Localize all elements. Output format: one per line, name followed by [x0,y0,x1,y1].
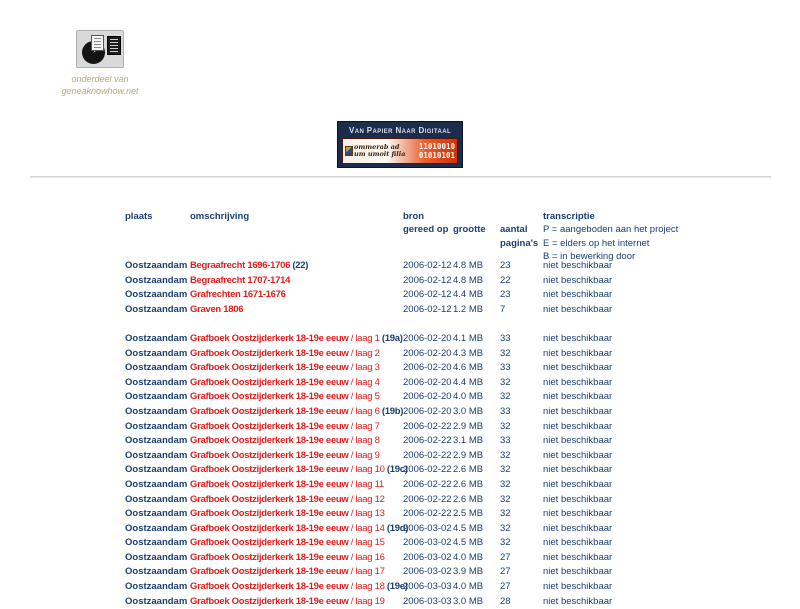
header-aantal: aantal [500,224,528,236]
cell-plaats: Oostzaandam [125,581,188,593]
records-table-body [125,259,713,609]
van-papier-naar-digitaal-banner [337,121,463,168]
cell-bron-gereed-op: 2006-02-12 [403,260,452,271]
manuscript-line2: um umoit filia [354,150,406,158]
cell-plaats: Oostzaandam [125,493,188,505]
cell-plaats: Oostzaandam [125,508,188,520]
cell-plaats: Oostzaandam [125,260,188,271]
cell-omschrijving [190,551,403,566]
cell-plaats: Oostzaandam [125,522,188,534]
manuscript-fragment [345,144,405,158]
cell-aantal-paginas: 28 [500,595,511,607]
cell-grootte: 3.0 MB [453,595,484,607]
record-link[interactable]: Grafboek Oostzijderkerk 18-19e eeuw [190,581,349,593]
cell-grootte: 4.8 MB [453,260,484,271]
cell-omschrijving [190,420,403,435]
cell-aantal-paginas: 32 [500,493,511,505]
cell-grootte: 2.6 MB [453,464,484,476]
record-tag: (22) [290,260,309,271]
table-row [125,361,713,376]
legend-e: E = elders op het internet [543,237,650,249]
cell-plaats: Oostzaandam [125,420,188,432]
cell-omschrijving [190,536,403,551]
cell-grootte: 4.0 MB [453,551,484,563]
records-table-header [125,210,713,264]
cell-bron-gereed-op: 2006-02-22 [403,493,452,505]
cell-omschrijving [190,274,403,289]
header-paginas: pagina's [500,237,539,249]
geneaknowhow-logo[interactable] [76,30,124,68]
cell-grootte: 1.2 MB [453,303,484,315]
cell-grootte: 4.4 MB [453,376,484,388]
cell-plaats: Oostzaandam [125,405,188,417]
table-row [125,507,713,522]
record-link[interactable]: Grafrechten 1671-1676 [190,289,286,301]
table-row [125,463,713,478]
cell-transcriptie: niet beschikbaar [543,376,613,388]
record-link[interactable]: Grafboek Oostzijderkerk 18-19e eeuw [190,405,349,417]
record-link[interactable]: Grafboek Oostzijderkerk 18-19e eeuw [190,508,349,520]
cell-plaats: Oostzaandam [125,347,188,359]
record-link[interactable]: Begraafrecht 1696-1706 [190,260,291,271]
cell-grootte: 4.3 MB [453,347,484,359]
record-link[interactable]: Grafboek Oostzijderkerk 18-19e eeuw [190,522,349,534]
cell-bron-gereed-op: 2006-03-03 [403,595,452,607]
record-link[interactable]: Begraafrecht 1707-1714 [190,274,291,286]
record-link-sub[interactable]: / laag 16 [348,551,385,563]
cell-transcriptie: niet beschikbaar [543,347,613,359]
table-row [125,551,713,566]
cell-bron-gereed-op: 2006-02-12 [403,274,452,286]
cell-bron-gereed-op: 2006-03-03 [403,581,452,593]
cell-transcriptie: niet beschikbaar [543,405,613,417]
cell-plaats: Oostzaandam [125,464,188,476]
cell-plaats: Oostzaandam [125,376,188,388]
cell-omschrijving [190,580,408,595]
cell-omschrijving [190,332,403,347]
cell-bron-gereed-op: 2006-02-22 [403,435,452,447]
cell-plaats: Oostzaandam [125,595,188,607]
site-branding [35,30,165,97]
cell-omschrijving [190,361,403,376]
table-spacer-row [125,317,713,332]
cell-transcriptie: niet beschikbaar [543,303,613,315]
cell-aantal-paginas: 27 [500,566,511,578]
record-link-sub[interactable]: / laag 4 [348,376,380,388]
record-link[interactable]: Grafboek Oostzijderkerk 18-19e eeuw [190,376,349,388]
cell-aantal-paginas: 27 [500,581,511,593]
cell-transcriptie: niet beschikbaar [543,420,613,432]
table-row [125,565,713,580]
table-row [125,478,713,493]
table-row [125,580,713,595]
record-link-sub[interactable]: / laag 12 [348,493,385,505]
record-link-sub[interactable]: / laag 14 [348,522,385,534]
cell-plaats: Oostzaandam [125,537,188,549]
record-link[interactable]: Grafboek Oostzijderkerk 18-19e eeuw [190,464,349,476]
cell-bron-gereed-op: 2006-02-20 [403,332,452,344]
cell-plaats: Oostzaandam [125,449,188,461]
cell-aantal-paginas: 23 [500,289,511,301]
cell-bron-gereed-op: 2006-02-20 [403,376,452,388]
table-row [125,288,713,303]
cell-aantal-paginas: 32 [500,478,511,490]
cell-plaats: Oostzaandam [125,332,188,344]
logo-caption-line1: onderdeel van [71,74,129,84]
cell-bron-gereed-op: 2006-02-12 [403,303,452,315]
table-row [125,405,713,420]
record-link[interactable]: Grafboek Oostzijderkerk 18-19e eeuw [190,420,349,432]
header-grootte: grootte [453,224,486,236]
cell-aantal-paginas: 32 [500,420,511,432]
cell-omschrijving [190,405,403,420]
cell-bron-gereed-op: 2006-03-02 [403,566,452,578]
cell-aantal-paginas: 7 [500,303,506,315]
cell-grootte: 4.8 MB [453,274,484,286]
record-link-sub[interactable]: / laag 8 [348,435,380,447]
table-row [125,522,713,537]
header-bron: bron [403,211,425,222]
cell-plaats: Oostzaandam [125,566,188,578]
cell-aantal-paginas: 32 [500,522,511,534]
cell-transcriptie: niet beschikbaar [543,522,613,534]
cell-aantal-paginas: 32 [500,449,511,461]
binary-line1: 11010010 [418,142,455,151]
cell-bron-gereed-op: 2006-02-20 [403,405,452,417]
cell-bron-gereed-op: 2006-02-22 [403,449,452,461]
cell-bron-gereed-op: 2006-02-20 [403,391,452,403]
cell-aantal-paginas: 32 [500,376,511,388]
record-link[interactable]: Graven 1806 [190,303,244,315]
record-tag: (19e) [384,581,408,593]
record-link[interactable]: Grafboek Oostzijderkerk 18-19e eeuw [190,391,349,403]
cell-transcriptie: niet beschikbaar [543,435,613,447]
cell-omschrijving [190,434,403,449]
table-row [125,274,713,289]
table-row [125,536,713,551]
header-plaats: plaats [125,211,153,222]
cell-bron-gereed-op: 2006-02-22 [403,478,452,490]
horizontal-divider [30,176,771,178]
cell-transcriptie: niet beschikbaar [543,551,613,563]
dark-document-icon [107,36,121,55]
cell-omschrijving [190,390,403,405]
cell-omschrijving [190,595,403,609]
record-link[interactable]: Grafboek Oostzijderkerk 18-19e eeuw [190,537,349,549]
cell-transcriptie: niet beschikbaar [543,391,613,403]
cell-plaats: Oostzaandam [125,289,188,301]
cell-plaats: Oostzaandam [125,478,188,490]
banner-paper-to-digital-strip [342,138,458,164]
record-link-sub[interactable]: / laag 2 [348,347,380,359]
record-link-sub[interactable]: / laag 6 [348,405,380,417]
cell-aantal-paginas: 32 [500,537,511,549]
cell-bron-gereed-op: 2006-02-22 [403,420,452,432]
cell-transcriptie: niet beschikbaar [543,537,613,549]
manuscript-text [354,144,405,158]
cell-omschrijving [190,347,403,362]
record-link-sub[interactable]: / laag 7 [348,420,380,432]
cell-transcriptie: niet beschikbaar [543,493,613,505]
document-icon [91,35,104,51]
cell-bron-gereed-op: 2006-03-02 [403,551,452,563]
cell-grootte: 4.0 MB [453,391,484,403]
cell-grootte: 2.9 MB [453,449,484,461]
record-link-sub[interactable]: / laag 18 [348,581,385,593]
table-row [125,332,713,347]
cell-grootte: 4.6 MB [453,362,484,374]
cell-bron-gereed-op: 2006-02-22 [403,508,452,520]
table-row [125,259,713,274]
header-transcriptie: transcriptie [543,211,595,222]
cell-bron-gereed-op: 2006-03-02 [403,522,452,534]
cell-grootte: 4.4 MB [453,289,484,301]
cell-grootte: 2.6 MB [453,493,484,505]
binary-digits [419,142,455,160]
cell-transcriptie: niet beschikbaar [543,362,613,374]
cell-omschrijving [190,259,403,274]
record-link[interactable]: Grafboek Oostzijderkerk 18-19e eeuw [190,332,349,344]
table-row [125,303,713,318]
cell-aantal-paginas: 33 [500,435,511,447]
illuminated-initial-icon [345,146,353,156]
cell-aantal-paginas: 32 [500,464,511,476]
manuscript-line1: ommerab ad [354,143,400,151]
record-link[interactable]: Grafboek Oostzijderkerk 18-19e eeuw [190,551,349,563]
record-tag: (19b) [379,405,404,417]
cell-bron-gereed-op: 2006-02-22 [403,464,452,476]
table-row [125,390,713,405]
record-link-sub[interactable]: / laag 10 [348,464,385,476]
record-link[interactable]: Grafboek Oostzijderkerk 18-19e eeuw [190,435,349,447]
cell-omschrijving [190,288,403,303]
table-row [125,376,713,391]
record-link-sub[interactable]: / laag 11 [348,478,384,490]
record-link-sub[interactable]: / laag 13 [348,508,385,520]
record-link-sub[interactable]: / laag 9 [348,449,380,461]
table-row [125,449,713,464]
cell-grootte: 4.1 MB [453,332,484,344]
cell-aantal-paginas: 32 [500,508,511,520]
record-link[interactable]: Grafboek Oostzijderkerk 18-19e eeuw [190,347,349,359]
cell-plaats: Oostzaandam [125,551,188,563]
table-row [125,347,713,362]
cell-grootte: 4.5 MB [453,537,484,549]
cell-plaats: Oostzaandam [125,274,188,286]
cell-transcriptie: niet beschikbaar [543,581,613,593]
record-link[interactable]: Grafboek Oostzijderkerk 18-19e eeuw [190,449,349,461]
record-link-sub[interactable]: / laag 17 [348,566,385,578]
logo-caption-line2[interactable]: geneaknowhow.net [61,86,139,96]
banner-title: Van Papier Naar Digitaal [348,126,452,135]
cell-aantal-paginas: 22 [500,274,511,286]
cell-omschrijving [190,449,403,464]
cell-omschrijving [190,376,403,391]
cell-aantal-paginas: 33 [500,332,511,344]
legend-p: P = aangeboden aan het project [543,224,679,236]
logo-caption [35,73,165,97]
cell-grootte: 2.6 MB [453,478,484,490]
cell-aantal-paginas: 23 [500,260,511,271]
cell-aantal-paginas: 32 [500,347,511,359]
cell-transcriptie: niet beschikbaar [543,508,613,520]
record-link[interactable]: Grafboek Oostzijderkerk 18-19e eeuw [190,566,349,578]
cell-grootte: 4.5 MB [453,522,484,534]
cell-grootte: 2.5 MB [453,508,484,520]
cell-transcriptie: niet beschikbaar [543,289,613,301]
cell-transcriptie: niet beschikbaar [543,595,613,607]
cell-transcriptie: niet beschikbaar [543,478,613,490]
record-link-sub[interactable]: / laag 3 [348,362,380,374]
cell-omschrijving [190,507,403,522]
cell-bron-gereed-op: 2006-03-02 [403,537,452,549]
cell-aantal-paginas: 32 [500,391,511,403]
cell-grootte: 4.0 MB [453,581,484,593]
cell-transcriptie: niet beschikbaar [543,464,613,476]
table-row [125,595,713,609]
cell-grootte: 2.9 MB [453,420,484,432]
table-row [125,434,713,449]
record-link-sub[interactable]: / laag 19 [348,595,385,607]
cell-transcriptie: niet beschikbaar [543,449,613,461]
cell-grootte: 3.1 MB [453,435,484,447]
cell-omschrijving [190,303,403,318]
record-link-sub[interactable]: / laag 5 [348,391,380,403]
cell-grootte: 3.9 MB [453,566,484,578]
legend-b: B = in bewerking door [543,251,636,263]
record-link-sub[interactable]: / laag 15 [348,537,385,549]
table-row [125,420,713,435]
cell-grootte: 3.0 MB [453,405,484,417]
cell-omschrijving [190,565,403,580]
header-gereed-op: gereed op [403,224,449,236]
record-link[interactable]: Grafboek Oostzijderkerk 18-19e eeuw [190,595,349,607]
cell-transcriptie: niet beschikbaar [543,332,613,344]
record-link-sub[interactable]: / laag 1 [348,332,380,344]
cell-omschrijving [190,493,403,508]
record-tag: (19a) [379,332,403,344]
cell-plaats: Oostzaandam [125,303,188,315]
cell-plaats: Oostzaandam [125,391,188,403]
record-link[interactable]: Grafboek Oostzijderkerk 18-19e eeuw [190,493,349,505]
cell-transcriptie: niet beschikbaar [543,260,613,271]
table-row [125,493,713,508]
cell-omschrijving [190,478,403,493]
cell-plaats: Oostzaandam [125,362,188,374]
cell-aantal-paginas: 33 [500,405,511,417]
cell-omschrijving [190,463,408,478]
cell-aantal-paginas: 27 [500,551,511,563]
record-link[interactable]: Grafboek Oostzijderkerk 18-19e eeuw [190,478,349,490]
record-tag: (19d) [384,522,409,534]
cell-transcriptie: niet beschikbaar [543,274,613,286]
record-tag: (19c) [384,464,408,476]
header-omschrijving: omschrijving [190,211,250,222]
cell-bron-gereed-op: 2006-02-12 [403,289,452,301]
cell-omschrijving [190,522,409,537]
cell-plaats: Oostzaandam [125,435,188,447]
cell-aantal-paginas: 33 [500,362,511,374]
binary-line2: 01010101 [418,151,455,160]
record-link[interactable]: Grafboek Oostzijderkerk 18-19e eeuw [190,362,349,374]
cell-bron-gereed-op: 2006-02-20 [403,362,452,374]
cell-transcriptie: niet beschikbaar [543,566,613,578]
cell-bron-gereed-op: 2006-02-20 [403,347,452,359]
